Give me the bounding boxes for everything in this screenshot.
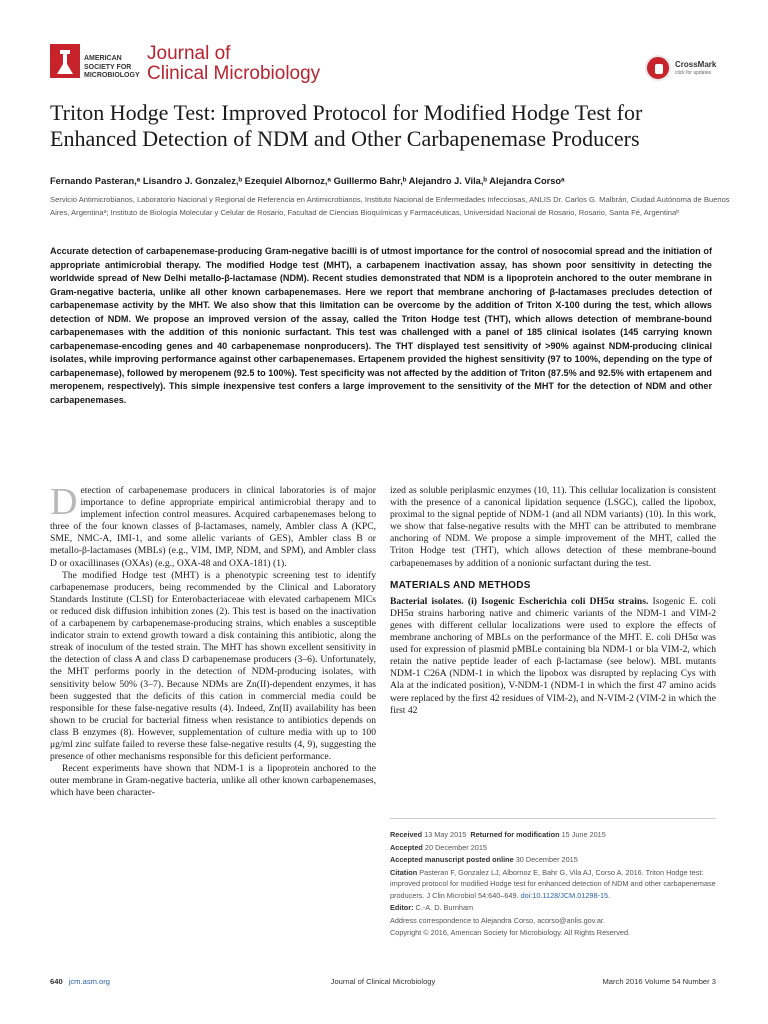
copyright-line: Copyright © 2016, American Society for Microbiology. All Rights Reserved. (390, 928, 631, 937)
returned-label: Returned for modification (470, 830, 560, 839)
citation-text: Pasteran F, Gonzalez LJ, Albornoz E, Bahr G, Vila AJ, Corso A. 2016. Triton Hodge test: improved protocol for modified Hodge test for enhanced detection of NDM and other carbapenemase producers. J Clin Microbiol 54:640–649. (390, 867, 716, 900)
society-name (84, 55, 140, 81)
editor-name: C.-A. D. Burnham (415, 903, 474, 912)
journal-url-link[interactable]: jcm.asm.org (68, 977, 111, 986)
society-line-2: SOCIETY FOR (84, 63, 132, 71)
accepted-label: Accepted (390, 842, 423, 852)
editor-label: Editor: (390, 903, 414, 912)
accepted-line (390, 842, 716, 854)
abstract: Accurate detection of carbapenemase-producing Gram-negative bacilli is of utmost importance for the control of nosocomial spread and the initiation of appropriate antimicrobial therapy. The modified Hodge test (MHT), a carbapenem inactivation assay, has shown poor sensitivity in detecting the worldwide spread of New Delhi metallo-β-lactamase (NDM). Recent studies demonstrated that NDM is a lipoprotein anchored to the outer membrane in Gram-negative bacteria, unlike all other known carbapenemases. Here we report that membrane anchoring of β-lactamases precludes detection of carbapenemase activity by the MHT. We also show that this limitation can be overcome by the addition of Triton X-100 during the test, which allows detection of NDM. We propose an improved version of the assay, called the Triton Hodge test (THT), which allows detection of membrane-bound carbapenemases with the addition of this nonionic surfactant. This test was challenged with a panel of 185 clinical isolates (145 carrying known carbapenemase-encoding genes and 40 carbapenemase nonproducers). The THT displayed test sensitivity of >90% against NDM-producing clinical isolates, while improving performance against other carbapenemases. Ertapenem provided the highest sensitivity (97 to 100%, depending on the type of carbapenemase), followed by meropenem (92.5 to 100%). Test specificity was not affected by the addition of Triton (87.5% and 92.5% with ertapenem and meropenem, respectively). This simple inexpensive test confers a large improvement to the sensitivity of the MHT for the detection of NDM and other carbapenemases. (50, 246, 712, 405)
dropcap: D (50, 481, 78, 523)
crossmark-icon (645, 55, 671, 81)
received-line (390, 829, 716, 841)
footer-journal: Journal of Clinical Microbiology (330, 977, 436, 986)
footer-issue: March 2016 Volume 54 Number 3 (602, 977, 716, 986)
crossmark-button[interactable] (645, 55, 725, 85)
intro-paragraph-1 (50, 481, 376, 570)
crossmark-label: CrossMark (675, 60, 717, 69)
crossmark-sublabel: click for updates (675, 70, 712, 76)
journal-name (147, 44, 320, 84)
citation-line (390, 867, 716, 902)
intro-text-1: etection of carbapenemase producers in clinical laboratories is of major importance to define appropriate empirical antimicrobial therapy and to implement infection control measures. Acquired carbapenemases belong to three of the four known classes of β-lactamases, namely, Ambler class A (KPC, SME, NMC-A, IMI-1, and some allelic variants of GES), Ambler class B or metallo-β-lactamases (MBLs) (e.g., VIM, IMP, NDM, and SPM), and Ambler class D or oxacillinases (OXAs) (e.g., OXA-48 and OXA-181) (1). (50, 485, 376, 569)
article-title: Triton Hodge Test: Improved Protocol for Modified Hodge Test for Enhanced Detection of NDM and Other Carbapenemase Producers (50, 100, 643, 151)
intro-paragraph-4: ized as soluble periplasmic enzymes (10, 11). This cellular localization is consistent with the presence of a canonical lipidation sequence (LSGC), called the lipobox, proximal to the signal peptide of NDM-1 (and all NDM variants) (10). In this work, we show that false-negative results with the MHT can be attributed to membrane anchoring of NDM. We propose a simple improvement of the MHT, called the Triton Hodge test (THT), which allows detection of these membrane-bound carbapenemases by addition of a nonionic surfactant during the test. (390, 485, 716, 569)
society-line-3: MICROBIOLOGY (84, 72, 140, 79)
affiliations: Servicio Antimicrobianos, Laboratorio Nacional y Regional de Referencia en Antimicrobianos, Instituto Nacional de Enfermedades Infecciosas, ANLIS Dr. Carlos G. Malbrán, Ciudad Autónoma de Buenos Aires, Argentinaᵃ; Instituto de Biología Molecular y Celular de Rosario, Facultad de Ciencias Bioquímicas y Farmacéuticas, Universidad Nacional de Rosario, Rosario, Santa Fé, Argentinaᵇ (50, 195, 730, 217)
methods-paragraph (390, 596, 716, 717)
section-heading: MATERIALS AND METHODS (390, 579, 531, 591)
online-line (390, 854, 716, 866)
returned-date: 15 June 2015 (561, 830, 606, 839)
author-list: Fernando Pasteran,ᵃ Lisandro J. Gonzalez,ᵇ Ezequiel Albornoz,ᵃ Guillermo Bahr,ᵇ Alejandro J. Vila,ᵇ Alejandra Corsoᵃ (50, 176, 565, 186)
journal-name-line-2: Clinical Microbiology (147, 63, 321, 84)
doi-link[interactable]: doi:10.1128/JCM.01298-15. (520, 890, 611, 900)
received-label: Received (390, 830, 423, 839)
methods-subheading: Bacterial isolates. (i) Isogenic Escherichia coli DH5α strains. (390, 595, 649, 607)
publication-info (390, 818, 716, 940)
intro-paragraph-2: The modified Hodge test (MHT) is a phenotypic screening test to identify carbapenemase producers, being recommended by the Clinical and Laboratory Standards Institute (CLSI) for Enterobacteriaceae with elevated carbapenem MICs or reduced disk diffusion inhibition zones (2). This test is based on the inactivation of a carbapenem by carbapenemase-producing strains, which enables a susceptible indicator strain to extend growth toward a disk containing this antibiotic, along the streak of inoculum of the tested strain. The MHT has shown excellent sensitivity in the detection of class A and class D carbapenemase producers (3–6). Unfortunately, the MHT performs poorly in the detection of NDM-producing isolates, with sensitivity below 50% (3–7). Because NDMs are Zn(II)-dependent enzymes, it has been suggested that the deficits of this cation in commercial media could be responsible for these false-negative results (4). Indeed, Zn(II) availability has been shown to be crucial for bacterial fitness when resistance to antibiotics depends on class B enzymes (8). However, supplementation of culture media with up to 100 μg/ml zinc sulfate failed to reverse these false-negative results (4, 9), suggesting the presence of other mechanisms responsible for this deficient performance. (50, 569, 376, 763)
methods-text: Isogenic E. coli DH5α strains harboring native and chimeric variants of the NDM-1 and VIM-2 genes with different cellular localizations were used to explore the effects of membrane anchoring of MBLs on the performance of the MHT. E. coli DH5α was used for expression of plasmid pMBLe containing bla NDM-1 or bla VIM-2, which retain the native peptide leader of each β-lactamase (see below). MBL mutants NDM-1 C26A (NDM-1 in which the lipobox was disrupted by replacing Cys with Ala at the indicated position), V-NDM-1 (NDM-1 in which the first 47 amino acids were replaced by the first 42 residues of VIM-2), and N-VIM-2 (VIM-2 in which the first 42 (390, 595, 717, 716)
received-date: 13 May 2015 (424, 830, 467, 839)
intro-paragraph-3: Recent experiments have shown that NDM-1 is a lipoprotein anchored to the outer membrane in Gram-negative bacteria, unlike all other known carbapenemases, which have been character- (50, 763, 376, 799)
journal-name-line-1: Journal of (147, 43, 231, 64)
editor-line (390, 902, 716, 914)
body-column-left (50, 481, 376, 799)
society-line-1: AMERICAN (84, 55, 122, 62)
citation-label: Citation (390, 867, 418, 877)
correspondence-line: Address correspondence to Alejandra Corso, acorso@anlis.gov.ar. (390, 915, 605, 925)
online-date: 30 December 2015 (515, 855, 578, 864)
accepted-date: 20 December 2015 (424, 842, 487, 852)
body-column-right (390, 485, 716, 717)
page-number: 640 (50, 977, 63, 986)
online-label: Accepted manuscript posted online (390, 855, 514, 864)
